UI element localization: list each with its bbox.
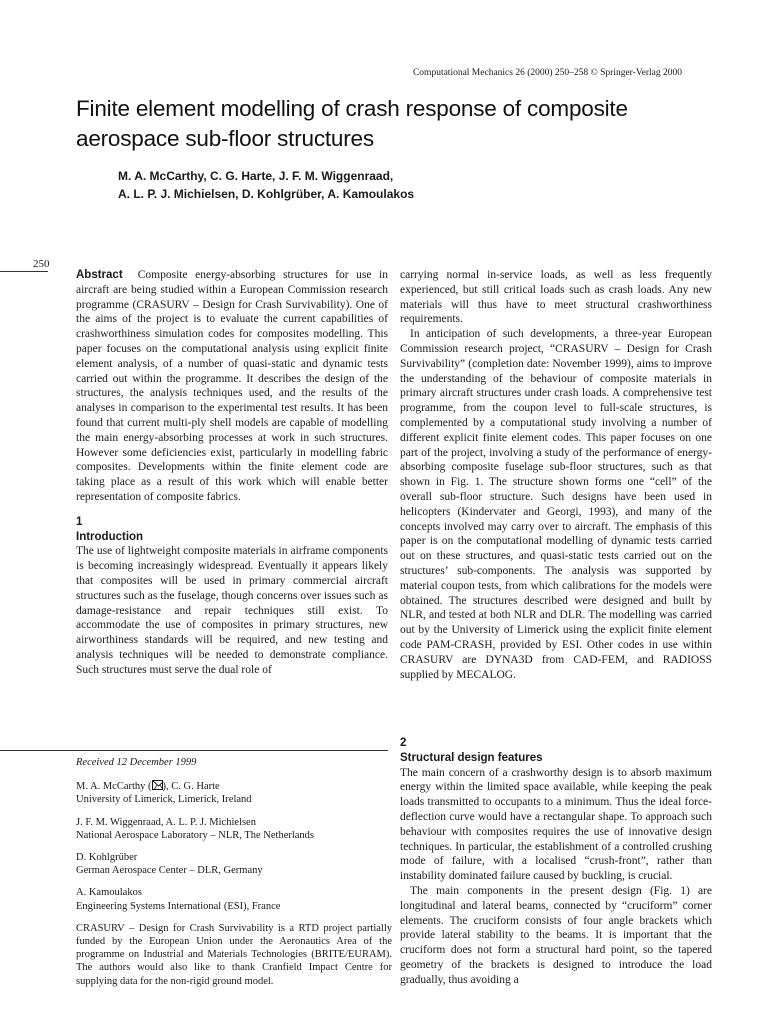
funding-note: CRASURV – Design for Crash Survivability is a RTD project partially funded by the European Union under the Aeronautics Area of the programme on Industrial and Materials Technologies (BRITE/EURAM). The authors would also like to thank Cranfield Impact Centre for supplying data for the non-rigid ground model.	[76, 922, 392, 987]
section-2-number: 2	[400, 737, 407, 749]
affiliation-3-institution: German Aerospace Center – DLR, Germany	[76, 865, 263, 877]
affiliation-2-names: J. F. M. Wiggenraad, A. L. P. J. Michielsen	[76, 816, 256, 828]
section-1-number: 1	[76, 515, 83, 528]
affiliation-1-names-b: ), C. G. Harte	[162, 781, 220, 793]
author-line-1: M. A. McCarthy, C. G. Harte, J. F. M. Wiggenraad,	[118, 169, 394, 183]
section-2-title: Structural design features	[400, 751, 543, 764]
author-list	[118, 167, 678, 203]
abstract-text: Composite energy-absorbing structures for use in aircraft are being studied within a European Commission research programme (CRASURV – Design for Crash Survivability). One of the aims of the project is to evaluate the current capabilities of crashworthiness simulation codes for composites modelling. This paper focuses on the computational analysis using explicit finite element analysis, of a number of quasi-static and dynamic tests carried out within the programme. It describes the design of the structures, the analysis techniques used, and the results of the analyses in comparison to the experimental test results. It has been found that current multi-ply shell models are capable of modelling the main energy-absorbing processes at work in such structures. However some deficiencies exist, particularly in modelling fabric composites. Developments within the finite element code are taking place as a result of this work which will enable better representation of composite fabrics.	[76, 269, 389, 503]
section-1-text: The use of lightweight composite materials in airframe components is becoming increasingly widespread. Eventually it appears likely that composites will be used in primary commercial aircraft structures such as the fuselage, though concerns over issues such as damage-resistance and repair techniques still exist. To accommodate the use of composites in primary structures, new airworthiness standards will be required, and new testing and analysis techniques will be needed to demonstrate compliance. Such structures must serve the dual role of	[76, 545, 388, 676]
envelope-icon	[152, 780, 163, 790]
abstract-label: Abstract	[76, 269, 123, 281]
received-date: Received 12 December 1999	[76, 757, 197, 768]
affiliation-1-names-a: M. A. McCarthy (	[76, 781, 152, 793]
affiliation-3-names: D. Kohlgrüber	[76, 852, 138, 864]
section-1-title: Introduction	[76, 530, 144, 543]
right-paragraph-1: carrying normal in-service loads, as well as less frequently experienced, but still critical loads such as crash loads. Any new materials will thus have to meet structural crashworthiness requirements.	[400, 269, 712, 326]
affiliation-1	[76, 780, 392, 806]
right-paragraph-2: In anticipation of such developments, a three-year European Commission research project, “CRASURV – Design for Crash Survivability” (completion date: November 1999), aims to improve the understanding of the behaviour of composite materials in primary aircraft structures under crash loads. A comprehensive test programme, from the coupon level to full-scale structures, is complemented by a computational study involving a number of different explicit finite element codes. This paper focuses on one part of the project, involving a study of the performance of energy-absorbing composite fuselage sub-floor structures, such as that shown in Fig. 1. The structure shown forms one “cell” of the overall sub-floor structure. Such designs have been used in helicopters (Kindervater and Georgi, 1993), and many of the concepts involved may carry over to aircraft. The emphasis of this paper is on the computational modelling of dynamic tests carried out on these structures, and quasi-static tests carried out on the structures’ sub-components. The analysis was supported by material coupon tests, from which calibrations for the models were obtained. The structures described were designed and built by NLR, and tested at both NLR and DLR. The modelling was carried out by the University of Limerick using the explicit finite element code PAM-CRASH, provided by ESI. Other codes in use within CRASURV are DYNA3D from CAD-FEM, and RADIOSS supplied by MECALOG.	[400, 328, 712, 681]
affiliation-4	[76, 886, 392, 912]
author-line-2: A. L. P. J. Michielsen, D. Kohlgrüber, A. Kamoulakos	[118, 187, 415, 201]
journal-citation: Computational Mechanics 26 (2000) 250–258 © Springer-Verlag 2000	[412, 68, 682, 78]
page-number-rule	[0, 271, 48, 272]
abstract	[76, 268, 388, 505]
page-number: 250	[33, 258, 50, 270]
footnote-rule	[0, 750, 388, 751]
section-2-paragraph-2: The main components in the present design (Fig. 1) are longitudinal and lateral beams, connected by “cruciform” corner elements. The cruciform consists of four angle brackets which provide lateral stability to the beams. It is important that the cruciform does not form a structural hard point, so the tapered geometry of the brackets is designed to introduce the load gradually, thus avoiding a	[400, 884, 712, 986]
section-2-paragraph-1: The main concern of a crashworthy design is to absorb maximum energy within the limited space available, while keeping the peak loads transmitted to occupants to a minimum. Thus the ideal force-deflection curve would have a rectangular shape. To approach such behaviour with composites requires the use of innovative design techniques. In particular, the establishment of a controlled crushing mode of failure, with a localised “crush-front”, rather than instability dominated failure caused by buckling, is crucial.	[400, 766, 712, 883]
paper-title: Finite element modelling of crash response of composite aerospace sub-floor structures	[76, 96, 628, 151]
section-2	[400, 736, 712, 988]
right-column	[400, 268, 712, 682]
left-column	[76, 268, 388, 678]
affiliation-2	[76, 816, 392, 842]
footnote-block	[76, 756, 392, 997]
affiliation-1-institution: University of Limerick, Limerick, Ireland	[76, 794, 252, 806]
affiliation-2-institution: National Aerospace Laboratory – NLR, The Netherlands	[76, 829, 315, 841]
affiliation-4-institution: Engineering Systems International (ESI), France	[76, 900, 281, 912]
affiliation-3	[76, 851, 392, 877]
affiliation-4-names: A. Kamoulakos	[76, 887, 142, 899]
